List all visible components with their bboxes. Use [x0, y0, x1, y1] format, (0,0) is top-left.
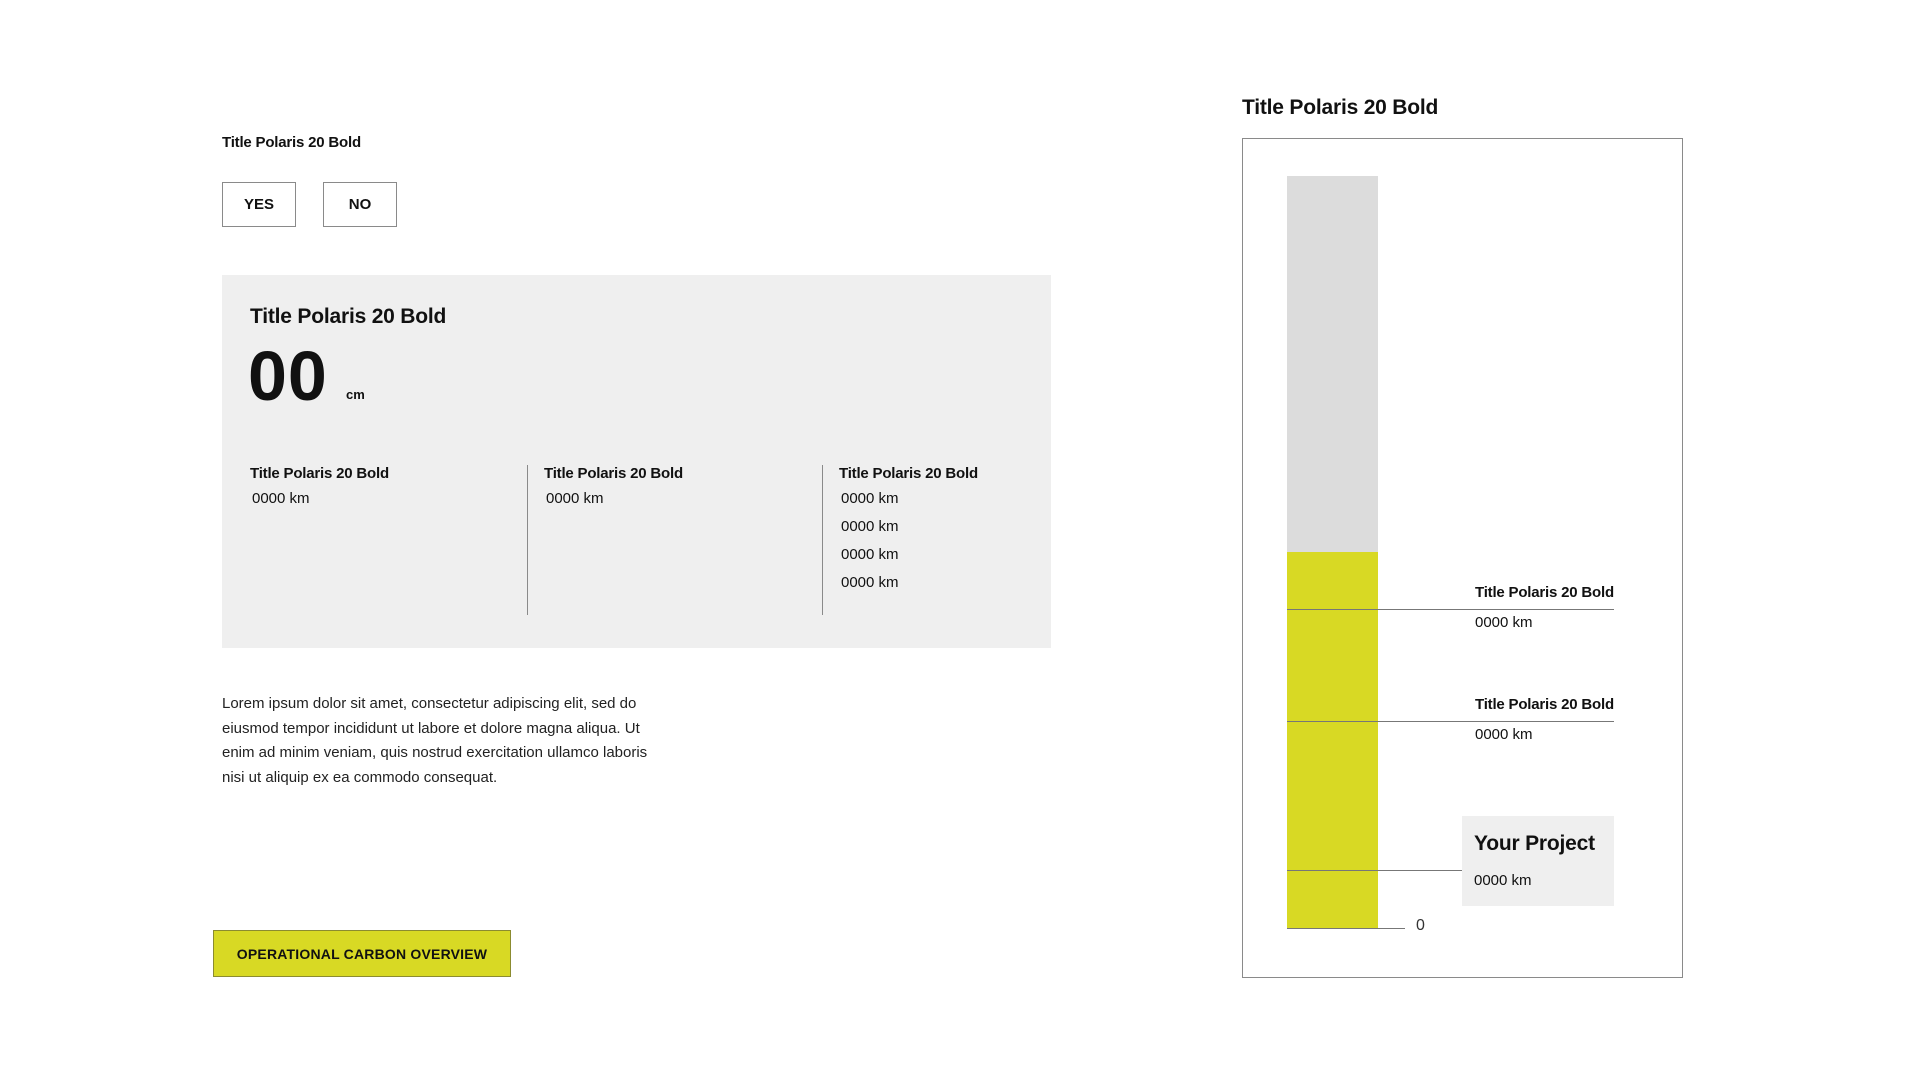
marker-title: Title Polaris 20 Bold [1475, 696, 1614, 713]
column-divider [527, 465, 528, 615]
summary-card-unit: cm [346, 387, 365, 402]
summary-card [222, 275, 1051, 648]
summary-card-title: Title Polaris 20 Bold [250, 305, 447, 328]
summary-column-1 [250, 465, 500, 518]
column-title: Title Polaris 20 Bold [544, 465, 683, 482]
project-title: Your Project [1474, 832, 1595, 855]
column-value: 0000 km [841, 518, 899, 535]
column-title: Title Polaris 20 Bold [839, 465, 978, 482]
summary-column-2 [544, 465, 794, 518]
summary-card-value: 00 [248, 337, 328, 415]
marker-title: Title Polaris 20 Bold [1475, 584, 1614, 601]
column-value: 0000 km [841, 574, 899, 591]
project-marker-line [1287, 870, 1462, 871]
column-value: 0000 km [841, 490, 899, 507]
column-title: Title Polaris 20 Bold [250, 465, 389, 482]
marker-line [1287, 721, 1614, 722]
no-button[interactable]: NO [323, 182, 397, 227]
project-callout [1462, 816, 1614, 906]
question-title: Title Polaris 20 Bold [222, 134, 361, 151]
zero-label: 0 [1416, 917, 1425, 934]
yes-button[interactable]: YES [222, 182, 296, 227]
project-value: 0000 km [1474, 872, 1532, 889]
description-text: Lorem ipsum dolor sit amet, consectetur adipiscing elit, sed do eiusmod tempor incididunt ut labore et dolore magna aliqua. Ut enim ad minim veniam, quis nostrud exercitation ullamco laboris nisi ut aliquip ex ea commodo consequat. [222, 695, 648, 786]
zero-baseline [1287, 928, 1405, 929]
marker-line [1287, 609, 1614, 610]
column-value: 0000 km [252, 490, 310, 507]
marker-value: 0000 km [1475, 726, 1533, 743]
chart-title: Title Polaris 20 Bold [1242, 96, 1439, 119]
summary-column-3 [839, 465, 1089, 602]
marker-value: 0000 km [1475, 614, 1533, 631]
column-divider [822, 465, 823, 615]
column-value: 0000 km [841, 546, 899, 563]
column-value: 0000 km [546, 490, 604, 507]
operational-carbon-overview-button[interactable]: OPERATIONAL CARBON OVERVIEW [213, 930, 511, 977]
